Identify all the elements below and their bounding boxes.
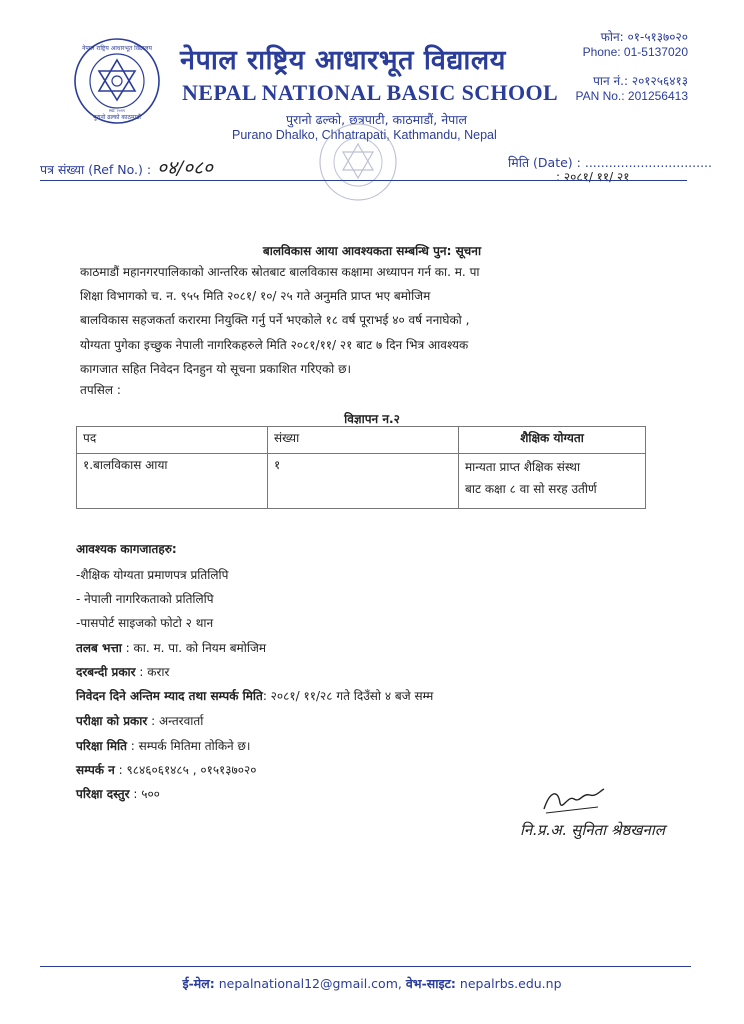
notice-line: काठमाडौं महानगरपालिकाको आन्तरिक स्रोतबाट बालविकास कक्षामा अध्यापन गर्न का. म. पा <box>80 265 480 279</box>
field-label: परीक्षा को प्रकार <box>76 714 148 728</box>
field-exam-type <box>76 712 203 729</box>
field-label: परिक्षा दस्तुर <box>76 787 130 801</box>
notice-line: योग्यता पुगेका इच्छुक नेपाली नागरिकहरुले मिति २०८१/११/ २१ बाट ७ दिन भित्र आवश्यक <box>80 338 469 352</box>
school-name-nepali: नेपाल राष्ट्रिय आधारभूत विद्यालय <box>180 45 506 76</box>
field-position-type <box>76 663 169 680</box>
notice-heading: बालविकास आया आवश्यकता सम्बन्धि पुन: सूचना <box>262 244 482 258</box>
date-value: : २०८१/ ११/ २१ <box>556 170 630 184</box>
field-value: : का. म. पा. को नियम बमोजिम <box>125 641 267 655</box>
field-label: सम्पर्क न <box>76 763 115 777</box>
field-value: : अन्तरवार्ता <box>151 714 204 728</box>
field-deadline <box>76 687 433 704</box>
phone-nepali: फोन: ०१-५१३७०२० <box>600 30 688 44</box>
address-nepali: पुरानो ढल्को, छत्रपाटी, काठमाडौं, नेपाल <box>286 112 467 127</box>
date-dots: ................................ <box>584 155 713 170</box>
ref-label: पत्र संख्या (Ref No.) : <box>40 162 152 177</box>
field-label: निवेदन दिने अन्तिम म्याद तथा सम्पर्क मिति <box>76 689 263 703</box>
pan-nepali: पान नं.: २०१२५६४१३ <box>593 74 688 88</box>
address-english: Purano Dhalko, Chhatrapati, Kathmandu, Nepal <box>232 128 497 142</box>
field-value: : ५०० <box>133 787 160 801</box>
field-salary <box>76 639 266 656</box>
email-link[interactable]: nepalnational12@gmail.com, <box>218 976 402 991</box>
field-value: : २०८१/ ११/२८ गते दिउँसो ४ बजे सम्म <box>262 689 434 703</box>
school-logo <box>72 36 162 126</box>
ref-number <box>40 154 213 180</box>
pan-english: PAN No.: 201256413 <box>575 89 688 103</box>
qualification-line: बाट कक्षा ८ वा सो सरह उतीर्ण <box>465 482 597 496</box>
footer-divider <box>40 966 691 967</box>
document-item: -पासपोर्ट साइजको फोटो २ थान <box>76 616 214 630</box>
header-post: पद <box>77 427 268 454</box>
table-row <box>77 454 646 509</box>
notice-line: कागजात सहित निवेदन दिनहुन यो सूचना प्रकाशित गरिएको छ। <box>80 362 352 376</box>
phone-english: Phone: 01-5137020 <box>582 45 688 59</box>
website-link[interactable]: nepalrbs.edu.np <box>459 976 562 991</box>
cell-count: १ <box>268 454 459 509</box>
document-item: - नेपाली नागरिकताको प्रतिलिपि <box>76 592 214 606</box>
signature-scribble <box>540 785 608 817</box>
footer-contact <box>0 975 744 992</box>
svg-text:पुरानो ढल्को काठमाडौं: पुरानो ढल्को काठमाडौं <box>93 114 141 121</box>
svg-text:नेपाल राष्ट्रिय आधारभूत विद्या: नेपाल राष्ट्रिय आधारभूत विद्यालय <box>82 45 152 52</box>
ref-value: ०४/०८० <box>157 157 213 179</box>
date-label: मिति (Date) : <box>508 155 581 170</box>
svg-text:स्था: २०१९: स्था: २०१९ <box>108 108 126 113</box>
table-header-row <box>77 427 646 454</box>
field-label: दरबन्दी प्रकार <box>76 665 136 679</box>
notice-line: बालविकास सहजकर्ता करारमा नियुक्ति गर्नु पर्ने भएकोले १८ वर्ष पूराभई ४० वर्ष ननाघेको , <box>80 313 470 327</box>
cell-qualification <box>459 454 646 509</box>
school-name-english: NEPAL NATIONAL BASIC SCHOOL <box>182 80 559 105</box>
website-label: वेभ-साइट: <box>405 976 456 991</box>
field-value: : ९८४६०६१४८५ , ०१५१३७०२० <box>118 763 257 777</box>
school-stamp <box>300 122 416 202</box>
documents-title: आवश्यक कागजातहरु: <box>76 542 177 556</box>
email-label: ई-मेल: <box>182 976 215 991</box>
header-count: संख्या <box>268 427 459 454</box>
header-divider <box>40 180 687 181</box>
field-value: : करार <box>139 665 170 679</box>
field-exam-date <box>76 737 250 754</box>
field-value: : सम्पर्क मितिमा तोकिने छ। <box>130 739 251 753</box>
qualification-line: मान्यता प्राप्त शैक्षिक संस्था <box>465 460 581 474</box>
field-exam-fee <box>76 785 160 802</box>
field-label: परिक्षा मिति <box>76 739 127 753</box>
notice-line: शिक्षा विभागको च. न. ९५५ मिति २०८१/ १०/ २५ गते अनुमति प्राप्त भए बमोजिम <box>80 289 431 303</box>
header-qualification: शैक्षिक योग्यता <box>459 427 646 454</box>
requirements-table <box>76 426 646 509</box>
signatory-name: नि.प्र.अ. सुनिता श्रेष्ठखनाल <box>520 821 665 839</box>
field-contact <box>76 761 257 778</box>
tapsil-label: तपसिल : <box>80 383 121 397</box>
field-label: तलब भत्ता <box>76 641 122 655</box>
cell-post: १.बालविकास आया <box>77 454 268 509</box>
advert-title: विज्ञापन न.२ <box>344 412 400 426</box>
document-item: -शैक्षिक योग्यता प्रमाणपत्र प्रतिलिपि <box>76 568 229 582</box>
